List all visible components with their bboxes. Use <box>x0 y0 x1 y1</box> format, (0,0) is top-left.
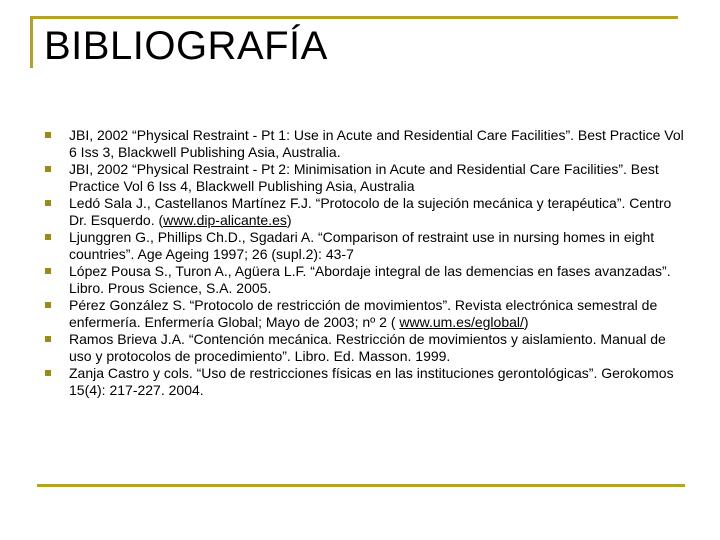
reference-link-eglobal[interactable]: www.um.es/eglobal/ <box>399 314 524 330</box>
title-vertical-rule <box>30 16 33 68</box>
reference-text: JBI, 2002 “Physical Restraint - Pt 2: Minimisation in Acute and Residential Care Facilities”. Best Practice Vol 6 Iss 4, Blackwell Publishing Asia, Australia <box>69 161 659 194</box>
square-bullet-icon <box>45 302 51 308</box>
square-bullet-icon <box>45 234 51 240</box>
reference-item <box>45 331 685 365</box>
reference-list <box>45 127 685 399</box>
reference-text-after: ) <box>523 314 529 330</box>
reference-text: López Pousa S., Turon A., Agüera L.F. “Abordaje integral de las demencias en fases avanzadas”. Libro. Prous Science, S.A. 2005. <box>69 263 671 296</box>
reference-text-after: ) <box>286 212 292 228</box>
top-rule <box>30 16 678 19</box>
reference-text: Pérez González S. “Protocolo de restricción de movimientos”. Revista electrónica semestral de enfermería. Enfermería Global; Mayo de 2003; nº 2 ( <box>69 297 658 330</box>
reference-item <box>45 229 685 263</box>
bottom-rule <box>37 484 685 487</box>
slide-title: BIBLIOGRAFÍA <box>44 24 328 68</box>
reference-item <box>45 365 685 399</box>
reference-item <box>45 161 685 195</box>
square-bullet-icon <box>45 336 51 342</box>
reference-item <box>45 263 685 297</box>
reference-item <box>45 195 685 229</box>
reference-item <box>45 297 685 331</box>
square-bullet-icon <box>45 268 51 274</box>
square-bullet-icon <box>45 370 51 376</box>
reference-text: Ramos Brieva J.A. “Contención mecánica. Restricción de movimientos y aislamiento. Manual de uso y protocolos de procedimiento”. Libro. Ed. Masson. 1999. <box>69 331 666 364</box>
reference-text: Ledó Sala J., Castellanos Martínez F.J. “Protocolo de la sujeción mecánica y terapéutica”. Centro Dr. Esquerdo. ( <box>69 195 672 228</box>
reference-link-dip-alicante[interactable]: www.dip-alicante.es <box>163 212 287 228</box>
reference-text: Ljunggren G., Phillips Ch.D., Sgadari A. “Comparison of restraint use in nursing homes in eight countries”. Age Ageing 1997; 26 (supl.2): 43-7 <box>69 229 655 262</box>
square-bullet-icon <box>45 166 51 172</box>
reference-text: Zanja Castro y cols. “Uso de restricciones físicas en las instituciones gerontológicas”. Gerokomos 15(4): 217-227. 2004. <box>69 365 674 398</box>
reference-text: JBI, 2002 “Physical Restraint - Pt 1: Use in Acute and Residential Care Facilities”. Best Practice Vol 6 Iss 3, Blackwell Publishing Asia, Australia. <box>69 127 684 160</box>
square-bullet-icon <box>45 132 51 138</box>
reference-item <box>45 127 685 161</box>
square-bullet-icon <box>45 200 51 206</box>
